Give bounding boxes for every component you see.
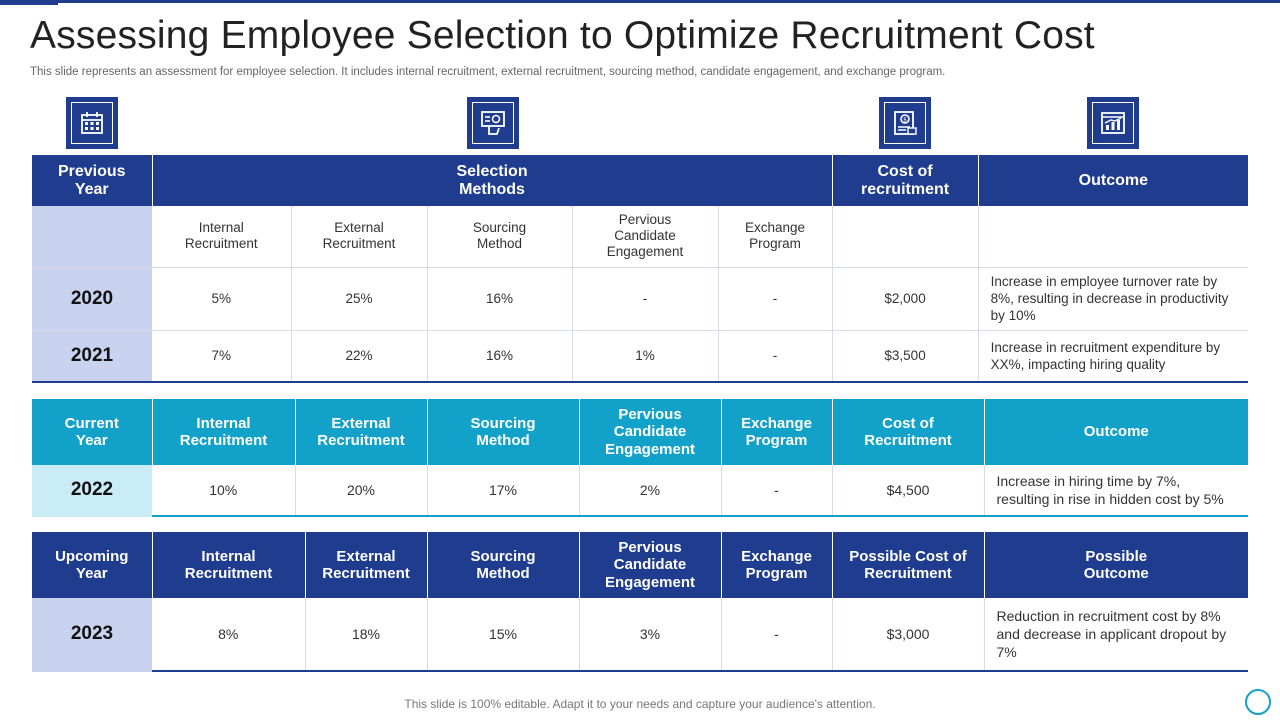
cost-cell: $2,000 [832,267,978,330]
internal-cell: 5% [152,267,291,330]
subheader-sourcing-method: Sourcing Method [427,206,572,267]
internal-cell: 10% [152,465,295,516]
table-row [32,267,1248,330]
selection-method-icon [468,98,518,148]
table-row [32,330,1248,382]
outcome-cell: Increase in employee turnover rate by 8%, resulting in decrease in productivity by 10% [978,267,1248,330]
header-exchange-program: Exchange Program [721,532,832,598]
exchange-cell: - [721,465,832,516]
exchange-cell: - [721,598,832,671]
internal-cell: 8% [152,598,305,671]
year-cell: 2023 [32,598,152,671]
header-sourcing-method: Sourcing Method [427,532,579,598]
sourcing-cell: 16% [427,267,572,330]
cost-cell: $3,000 [832,598,984,671]
exchange-cell: - [718,267,832,330]
cost-cell: $3,500 [832,330,978,382]
external-cell: 22% [291,330,427,382]
header-upcoming-year: Upcoming Year [32,532,152,598]
subheader-exchange-program: Exchange Program [718,206,832,267]
engagement-cell: 3% [579,598,721,671]
header-external-recruitment: External Recruitment [305,532,427,598]
outcome-cell: Reduction in recruitment cost by 8% and decrease in applicant dropout by 7% [984,598,1248,671]
current-year-table [32,399,1248,517]
outcome-cell: Increase in recruitment expenditure by XX%, impacting hiring quality [978,330,1248,382]
header-possible-outcome: Possible Outcome [984,532,1248,598]
internal-cell: 7% [152,330,291,382]
year-cell-empty [32,206,152,267]
header-candidate-engagement: Pervious Candidate Engagement [579,532,721,598]
header-exchange-program: Exchange Program [721,399,832,465]
header-internal-recruitment: Internal Recruitment [152,532,305,598]
header-cost-of-recruitment: Cost of Recruitment [832,399,984,465]
top-accent [0,0,58,5]
engagement-cell: 2% [579,465,721,516]
header-outcome: Outcome [978,155,1248,206]
top-border [0,0,1280,3]
page-title: Assessing Employee Selection to Optimize Recruitment Cost [30,14,1095,57]
header-candidate-engagement: Pervious Candidate Engagement [579,399,721,465]
sourcing-cell: 17% [427,465,579,516]
calendar-icon [67,98,117,148]
cost-cell: $4,500 [832,465,984,516]
subheader-internal-recruitment: Internal Recruitment [152,206,291,267]
svg-text:$: $ [903,116,907,124]
upcoming-year-table [32,532,1248,672]
footer-note: This slide is 100% editable. Adapt it to your needs and capture your audience's attention. [404,697,876,711]
engagement-cell: - [572,267,718,330]
page-subtitle: This slide represents an assessment for employee selection. It includes internal recruitment, external recruitment, sourcing method, candidate engagement, and exchange program. [30,66,946,78]
outcome-chart-icon [1088,98,1138,148]
year-cell: 2020 [32,267,152,330]
header-sourcing-method: Sourcing Method [427,399,579,465]
table-row [32,465,1248,516]
external-cell: 25% [291,267,427,330]
subheader-empty [832,206,978,267]
nav-circle-icon[interactable] [1245,689,1271,715]
header-outcome: Outcome [984,399,1248,465]
external-cell: 20% [295,465,427,516]
engagement-cell: 1% [572,330,718,382]
subheader-candidate-engagement: Pervious Candidate Engagement [572,206,718,267]
exchange-cell: - [718,330,832,382]
header-selection-methods: Selection Methods [152,155,832,206]
header-possible-cost: Possible Cost of Recruitment [832,532,984,598]
previous-year-table [32,155,1248,383]
header-external-recruitment: External Recruitment [295,399,427,465]
header-cost-of-recruitment: Cost of recruitment [832,155,978,206]
year-cell: 2021 [32,330,152,382]
table-row [32,598,1248,671]
cost-document-icon [880,98,930,148]
header-current-year: Current Year [32,399,152,465]
outcome-cell: Increase in hiring time by 7%, resulting in rise in hidden cost by 5% [984,465,1248,516]
header-internal-recruitment: Internal Recruitment [152,399,295,465]
subheader-empty [978,206,1248,267]
year-cell: 2022 [32,465,152,516]
header-previous-year: Previous Year [32,155,152,206]
subheader-external-recruitment: External Recruitment [291,206,427,267]
external-cell: 18% [305,598,427,671]
sourcing-cell: 16% [427,330,572,382]
sourcing-cell: 15% [427,598,579,671]
